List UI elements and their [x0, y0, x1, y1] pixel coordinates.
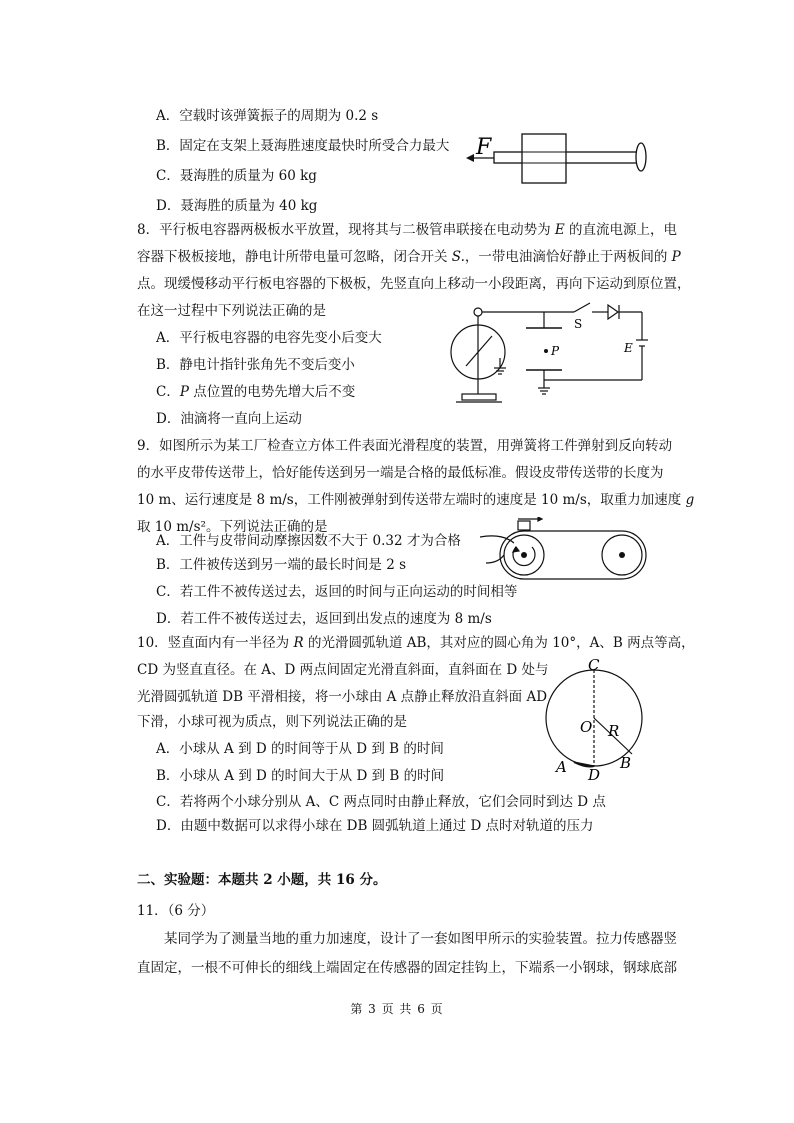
q9-stem-line-4: 取 10 m/s²。下列说法正确的是 — [137, 519, 328, 535]
q10-stem-line-3: 光滑圆弧轨道 DB 平滑相接，将一小球由 A 点静止释放沿直斜面 AD — [137, 689, 548, 705]
q10-label-a: A — [556, 758, 567, 776]
q9-option-a: A．工件与皮带间动摩擦因数不大于 0.32 才为合格 — [156, 533, 461, 549]
q7-option-c: C．聂海胜的质量为 60 kg — [156, 168, 317, 184]
q9-stem-line-1: 9．如图所示为某工厂检查立方体工件表面光滑程度的装置，用弹簧将工件弹射到反向转动 — [137, 438, 673, 454]
q8-circuit-figure — [440, 296, 660, 412]
q10-label-o: O — [580, 718, 593, 736]
q10-circle-figure — [540, 658, 664, 786]
q8-emf-label: E — [624, 341, 633, 355]
q8-point-label: P — [551, 344, 560, 358]
q9-option-d: D．若工件不被传送过去，返回到出发点的速度为 8 m/s — [156, 611, 492, 627]
q11-header: 11．（6 分） — [137, 903, 215, 919]
q7-option-d: D．聂海胜的质量为 40 kg — [156, 198, 318, 214]
q10-stem-line-1: 10．竖直面内有一半径为 R 的光滑圆弧轨道 AB，其对应的圆心角为 10°，A、B 两点等高， — [137, 635, 695, 651]
q10-option-c: C．若将两个小球分别从 A、C 两点同时由静止释放，它们会同时到达 D 点 — [156, 794, 606, 810]
q11-body-line-1: 某同学为了测量当地的重力加速度，设计了一套如图甲所示的实验装置。拉力传感器竖 — [164, 931, 677, 947]
q8-stem-line-3: 点。现缓慢移动平行板电容器的下极板，先竖直向上移动一小段距离，再向下运动到原位置， — [137, 276, 691, 292]
page-footer: 第 3 页 共 6 页 — [350, 1002, 444, 1016]
q10-label-c: C — [588, 658, 600, 674]
q9-option-b: B．工件被传送到另一端的最长时间是 2 s — [156, 557, 407, 573]
q8-stem-line-4: 在这一过程中下列说法正确的是 — [137, 303, 326, 319]
q10-option-a: A．小球从 A 到 D 的时间等于从 D 到 B 的时间 — [156, 741, 444, 757]
q8-stem-line-1: 8．平行板电容器两极板水平放置，现将其与二极管串联接在电动势为 E 的直流电源上，电 — [137, 222, 678, 238]
q8-option-d: D．油滴将一直向上运动 — [156, 411, 302, 427]
section-2-title: 二、实验题：本题共 2 小题，共 16 分。 — [137, 872, 387, 888]
q8-option-a: A．平行板电容器的电容先变小后变大 — [156, 330, 382, 346]
q8-switch-label: S — [574, 317, 583, 331]
q9-conveyor-figure — [480, 517, 660, 583]
q10-label-b: B — [620, 754, 632, 772]
q8-option-c: C．P 点位置的电势先增大后不变 — [156, 384, 356, 400]
electrometer-needle — [466, 336, 492, 366]
q10-label-r: R — [608, 722, 620, 740]
q8-option-b: B．静电计指针张角先不变后变小 — [156, 357, 355, 373]
q7-force-label: F — [476, 135, 492, 160]
q7-option-a: A．空载时该弹簧振子的周期为 0.2 s — [156, 108, 379, 124]
q9-stem-line-2: 的水平皮带传送带上，恰好能传送到另一端是合格的最低标准。假设皮带传送带的长度为 — [137, 465, 664, 481]
q7-option-b: B．固定在支架上聂海胜速度最快时所受合力最大 — [156, 138, 450, 154]
q9-stem-line-3: 10 m、运行速度是 8 m/s，工件刚被弹射到传送带左端时的速度是 10 m/s，取重力加速度 g — [137, 492, 695, 508]
q10-option-b: B．小球从 A 到 D 的时间大于从 D 到 B 的时间 — [156, 768, 445, 784]
q9-option-c: C．若工件不被传送过去，返回的时间与正向运动的时间相等 — [156, 584, 518, 600]
electrometer-knob — [474, 308, 482, 316]
q8-stem-line-2: 容器下极板接地，静电计所带电量可忽略，闭合开关 S.，一带电油滴恰好静止于两板间的 P — [137, 249, 681, 265]
q11-body-line-2: 直固定，一根不可伸长的细线上端固定在传感器的固定挂钩上，下端系一小钢球，钢球底部 — [137, 960, 677, 976]
q7-figure — [460, 128, 660, 190]
q10-stem-line-4: 下滑，小球可视为质点，则下列说法正确的是 — [137, 714, 407, 730]
q10-option-d: D．由题中数据可以求得小球在 DB 圆弧轨道上通过 D 点时对轨道的压力 — [156, 818, 594, 834]
q10-label-d: D — [588, 766, 601, 784]
q10-stem-line-2: CD 为竖直直径。在 A、D 两点间固定光滑直斜面，直斜面在 D 处与 — [137, 662, 549, 678]
